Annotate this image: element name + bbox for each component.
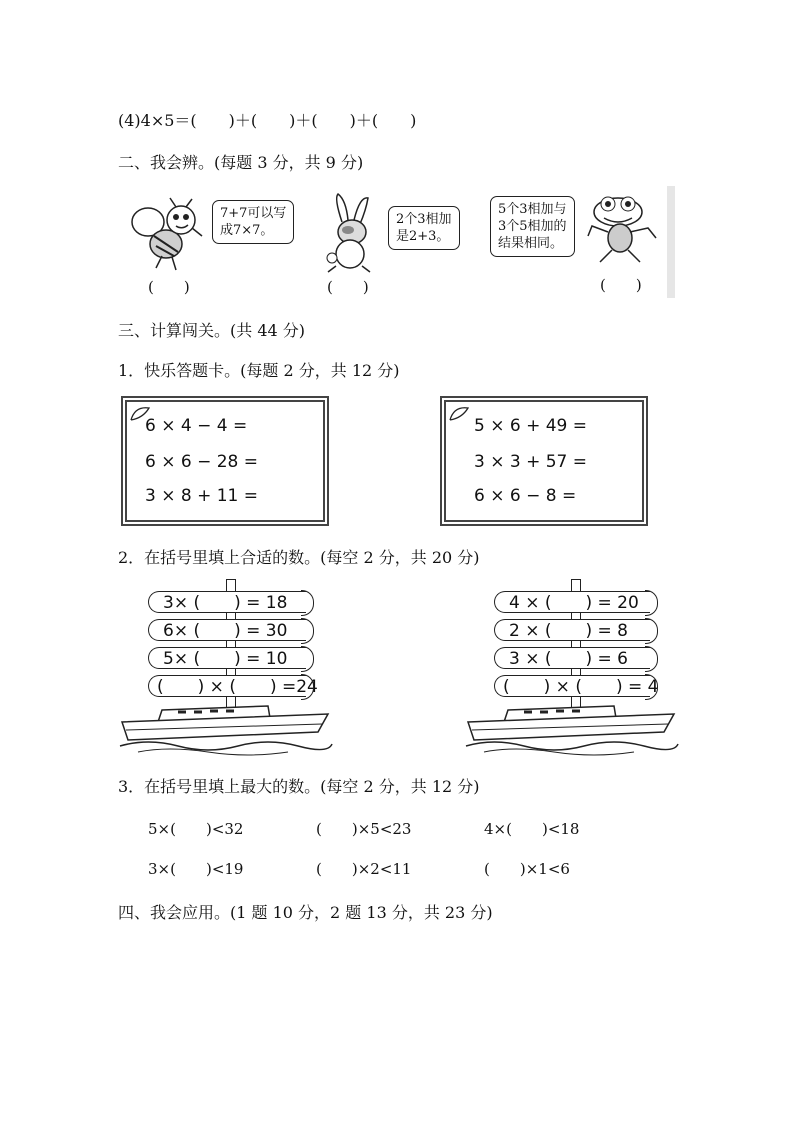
bubble-3: 5个3相加与 3个5相加的 结果相同。 xyxy=(490,196,575,257)
bubble-1: 7+7可以写 成7×7。 xyxy=(212,200,294,244)
answer-card-left xyxy=(121,396,329,526)
right-edge-shade xyxy=(667,186,675,298)
answer-card-right xyxy=(440,396,648,526)
inequality[interactable]: ( )×5<23 xyxy=(316,820,412,838)
calc-row: 5 × 6 + 49 = xyxy=(474,416,588,436)
section-3-title: 三、计算闯关。(共 44 分) xyxy=(118,321,306,340)
sail-equation[interactable]: 2 × ( ) = 8 xyxy=(494,619,650,641)
section-4-title: 四、我会应用。(1 题 10 分，2 题 13 分，共 23 分) xyxy=(118,903,493,922)
calc-row: 6 × 6 − 8 = xyxy=(474,486,577,506)
bee-icon xyxy=(126,196,206,274)
sail-equation[interactable]: 6× ( ) = 30 xyxy=(148,619,306,641)
sail-equation[interactable]: ( ) × ( ) = 4 xyxy=(494,675,650,697)
sail-equation[interactable]: 5× ( ) = 10 xyxy=(148,647,306,669)
frog-icon xyxy=(584,192,664,268)
answer-paren-2[interactable]: ( ) xyxy=(327,278,369,296)
inequality[interactable]: 3×( )<19 xyxy=(148,860,244,878)
calc-row: 6 × 6 − 28 = xyxy=(145,452,259,472)
boat-icon xyxy=(464,702,682,758)
inequality[interactable]: 5×( )<32 xyxy=(148,820,244,838)
calc-row: 3 × 3 + 57 = xyxy=(474,452,588,472)
calc-row: 6 × 4 − 4 = xyxy=(145,416,248,436)
sail-equation[interactable]: ( ) × ( ) =24 xyxy=(148,675,306,697)
boat-icon xyxy=(118,702,336,758)
sail-equation[interactable]: 3 × ( ) = 6 xyxy=(494,647,650,669)
answer-paren-1[interactable]: ( ) xyxy=(148,278,190,296)
part-3-title: 3．在括号里填上最大的数。(每空 2 分，共 12 分) xyxy=(118,777,480,796)
leaf-icon xyxy=(448,404,470,422)
part-2-title: 2．在括号里填上合适的数。(每空 2 分，共 20 分) xyxy=(118,548,480,567)
inequality[interactable]: ( )×2<11 xyxy=(316,860,412,878)
rabbit-icon xyxy=(318,192,382,276)
section-2-title: 二、我会辨。(每题 3 分，共 9 分) xyxy=(118,153,364,172)
question-4: (4)4×5＝( )＋( )＋( )＋( ) xyxy=(118,111,417,130)
inequality[interactable]: ( )×1<6 xyxy=(484,860,570,878)
bubble-2: 2个3相加 是2+3。 xyxy=(388,206,460,250)
calc-row: 3 × 8 + 11 = xyxy=(145,486,259,506)
inequality[interactable]: 4×( )<18 xyxy=(484,820,580,838)
sail-equation[interactable]: 3× ( ) = 18 xyxy=(148,591,306,613)
answer-paren-3[interactable]: ( ) xyxy=(600,276,642,294)
part-1-title: 1．快乐答题卡。(每题 2 分，共 12 分) xyxy=(118,361,400,380)
sail-equation[interactable]: 4 × ( ) = 20 xyxy=(494,591,650,613)
